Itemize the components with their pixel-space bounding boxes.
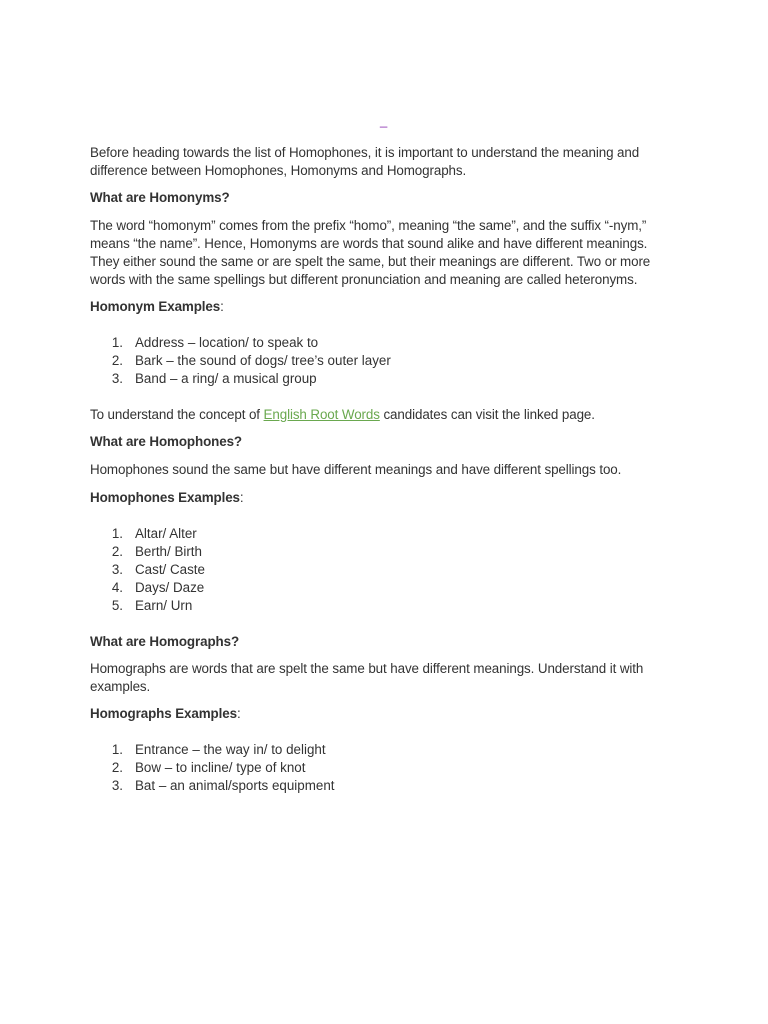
homophones-heading: What are Homophones? (90, 434, 242, 449)
homonym-examples-colon: : (220, 299, 224, 314)
list-item (90, 334, 650, 352)
homographs-examples-label: Homographs Examples (90, 706, 237, 721)
list-text: Altar/ Alter (135, 526, 197, 541)
homophones-examples-label: Homophones Examples (90, 490, 240, 505)
list-item (90, 352, 650, 370)
list-item (90, 777, 650, 795)
list-text: Band – a ring/ a musical group (135, 371, 317, 386)
root-words-paragraph (90, 406, 670, 424)
list-text: Address – location/ to speak to (135, 335, 319, 350)
homonym-examples-label: Homonym Examples (90, 299, 221, 314)
root-words-before: To understand the concept of (90, 407, 264, 422)
list-item (90, 741, 650, 759)
homographs-paragraph: Homographs are words that are spelt the same but have different meanings. Understand it with examples. (90, 661, 644, 694)
homonym-examples-list (90, 334, 650, 388)
list-text: Earn/ Urn (135, 598, 193, 613)
list-number: 2. (111, 760, 123, 775)
list-number: 2. (111, 353, 123, 368)
list-number: 1. (111, 526, 123, 541)
list-item (90, 597, 650, 615)
list-number: 3. (111, 562, 123, 577)
intro-paragraph: Before heading towards the list of Homophones, it is important to understand the meaning and difference between Homophones, Homonyms and Homographs. (90, 145, 640, 178)
list-number: 4. (111, 580, 123, 595)
list-number: 1. (111, 335, 123, 350)
list-item (90, 579, 650, 597)
homophones-examples-heading (90, 489, 670, 507)
homonym-examples-heading (90, 298, 670, 316)
homographs-examples-colon: : (236, 706, 241, 721)
list-item (90, 525, 650, 543)
root-words-after: candidates can visit the linked page. (379, 407, 595, 422)
homophones-examples-colon: : (239, 490, 244, 505)
list-number: 3. (111, 778, 123, 793)
list-text: Entrance – the way in/ to delight (135, 742, 326, 757)
top-link-mark[interactable]: _ (380, 113, 388, 128)
homographs-heading: What are Homographs? (90, 634, 240, 649)
list-text: Cast/ Caste (135, 562, 205, 577)
list-item (90, 561, 650, 579)
list-item (90, 543, 650, 561)
homographs-examples-heading (90, 705, 670, 723)
homophones-paragraph: Homophones sound the same but have different meanings and have different spellings too. (90, 462, 622, 477)
list-text: Bow – to incline/ type of knot (135, 760, 306, 775)
list-number: 3. (111, 371, 123, 386)
list-text: Days/ Daze (135, 580, 205, 595)
homonyms-heading: What are Homonyms? (90, 190, 230, 205)
list-text: Bat – an animal/sports equipment (135, 778, 335, 793)
list-text: Berth/ Birth (135, 544, 202, 559)
homophones-examples-list (90, 525, 650, 615)
homonyms-paragraph: The word “homonym” comes from the prefix “homo”, meaning “the same”, and the suffix “-nym,” means “the name”. Hence, Homonyms are words that sound alike and have different meanings. They either sound the same or are spelt the same, but their meanings are different. Two or more words with the same spellings but different pronunciation and meaning are called heteronyms. (90, 218, 651, 287)
list-number: 5. (111, 598, 123, 613)
list-item (90, 370, 650, 388)
list-number: 1. (111, 742, 123, 757)
list-text: Bark – the sound of dogs/ tree’s outer layer (135, 353, 391, 368)
homographs-examples-list (90, 741, 650, 795)
list-number: 2. (111, 544, 123, 559)
list-item (90, 759, 650, 777)
english-root-words-link[interactable]: English Root Words (263, 407, 380, 422)
